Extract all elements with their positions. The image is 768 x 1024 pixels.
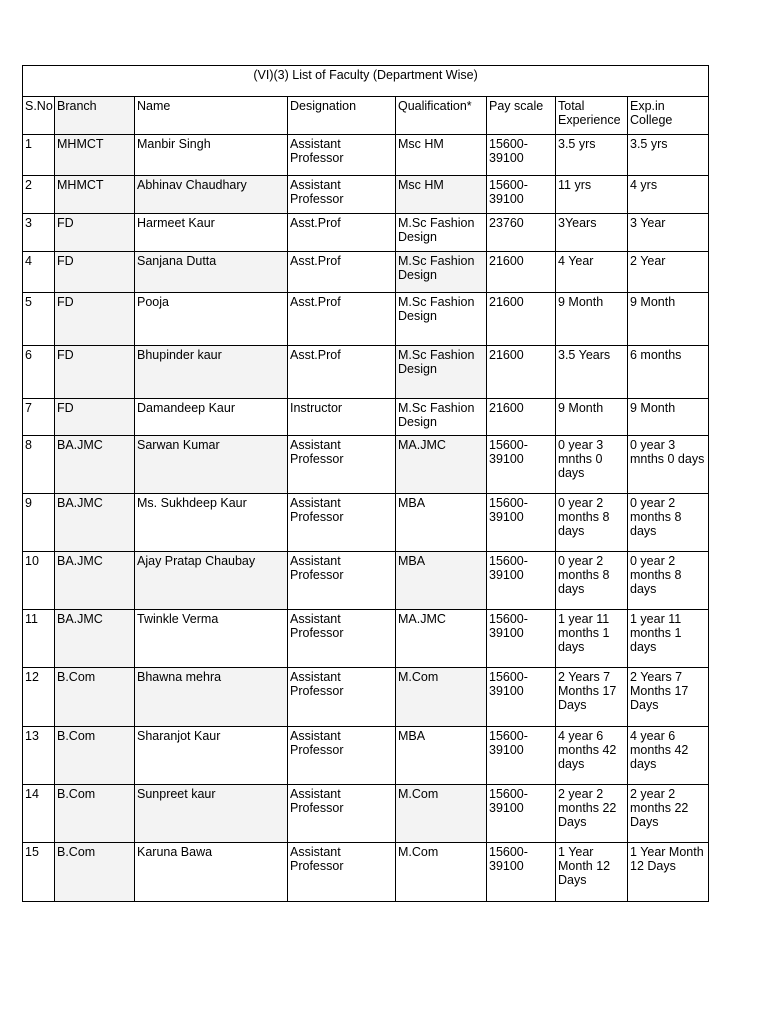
cell-name: Sunpreet kaur xyxy=(135,785,288,843)
cell-qualification: M.Sc Fashion Design xyxy=(396,214,487,252)
cell-branch: B.Com xyxy=(55,843,135,902)
cell-exp-in-college: 0 year 3 mnths 0 days xyxy=(628,436,709,494)
cell-name: Sarwan Kumar xyxy=(135,436,288,494)
cell-pay-scale: 15600-39100 xyxy=(487,135,556,176)
cell-branch: FD xyxy=(55,399,135,436)
cell-exp-in-college: 9 Month xyxy=(628,399,709,436)
cell-qualification: M.Sc Fashion Design xyxy=(396,293,487,346)
table-row xyxy=(23,610,709,668)
cell-branch: MHMCT xyxy=(55,176,135,214)
cell-branch: FD xyxy=(55,346,135,399)
cell-sno: 7 xyxy=(23,399,55,436)
cell-total-experience: 3Years xyxy=(556,214,628,252)
cell-exp-in-college: 4 year 6 months 42 days xyxy=(628,727,709,785)
cell-designation: Asst.Prof xyxy=(288,214,396,252)
faculty-table xyxy=(22,65,709,902)
cell-designation: Assistant Professor xyxy=(288,135,396,176)
header-sno: S.No xyxy=(23,97,55,135)
cell-name: Twinkle Verma xyxy=(135,610,288,668)
cell-sno: 3 xyxy=(23,214,55,252)
cell-designation: Assistant Professor xyxy=(288,552,396,610)
cell-sno: 12 xyxy=(23,668,55,727)
table-row xyxy=(23,727,709,785)
table-title: (VI)(3) List of Faculty (Department Wise) xyxy=(23,66,709,97)
header-name: Name xyxy=(135,97,288,135)
cell-sno: 1 xyxy=(23,135,55,176)
table-row xyxy=(23,494,709,552)
cell-qualification: M.Sc Fashion Design xyxy=(396,252,487,293)
cell-sno: 14 xyxy=(23,785,55,843)
cell-sno: 2 xyxy=(23,176,55,214)
table-row xyxy=(23,785,709,843)
cell-qualification: MBA xyxy=(396,494,487,552)
table-row xyxy=(23,668,709,727)
cell-sno: 4 xyxy=(23,252,55,293)
cell-exp-in-college: 0 year 2 months 8 days xyxy=(628,494,709,552)
cell-pay-scale: 21600 xyxy=(487,346,556,399)
cell-designation: Assistant Professor xyxy=(288,843,396,902)
cell-total-experience: 1 Year Month 12 Days xyxy=(556,843,628,902)
cell-qualification: Msc HM xyxy=(396,176,487,214)
cell-branch: BA.JMC xyxy=(55,494,135,552)
cell-designation: Instructor xyxy=(288,399,396,436)
cell-qualification: MA.JMC xyxy=(396,610,487,668)
cell-pay-scale: 21600 xyxy=(487,252,556,293)
cell-pay-scale: 21600 xyxy=(487,293,556,346)
cell-qualification: MA.JMC xyxy=(396,436,487,494)
table-row xyxy=(23,552,709,610)
cell-name: Sanjana Dutta xyxy=(135,252,288,293)
cell-designation: Assistant Professor xyxy=(288,494,396,552)
cell-exp-in-college: 1 Year Month 12 Days xyxy=(628,843,709,902)
cell-sno: 8 xyxy=(23,436,55,494)
cell-qualification: MBA xyxy=(396,552,487,610)
cell-pay-scale: 21600 xyxy=(487,399,556,436)
cell-exp-in-college: 2 year 2 months 22 Days xyxy=(628,785,709,843)
cell-exp-in-college: 4 yrs xyxy=(628,176,709,214)
cell-sno: 6 xyxy=(23,346,55,399)
cell-name: Ms. Sukhdeep Kaur xyxy=(135,494,288,552)
header-branch: Branch xyxy=(55,97,135,135)
cell-branch: FD xyxy=(55,252,135,293)
cell-total-experience: 3.5 yrs xyxy=(556,135,628,176)
cell-exp-in-college: 2 Years 7 Months 17 Days xyxy=(628,668,709,727)
table-row xyxy=(23,436,709,494)
cell-pay-scale: 15600-39100 xyxy=(487,785,556,843)
cell-name: Harmeet Kaur xyxy=(135,214,288,252)
cell-sno: 9 xyxy=(23,494,55,552)
cell-pay-scale: 23760 xyxy=(487,214,556,252)
cell-exp-in-college: 1 year 11 months 1 days xyxy=(628,610,709,668)
cell-exp-in-college: 3.5 yrs xyxy=(628,135,709,176)
cell-name: Abhinav Chaudhary xyxy=(135,176,288,214)
cell-total-experience: 4 Year xyxy=(556,252,628,293)
table-row xyxy=(23,135,709,176)
header-total-experience: Total Experience xyxy=(556,97,628,135)
cell-exp-in-college: 3 Year xyxy=(628,214,709,252)
cell-designation: Assistant Professor xyxy=(288,176,396,214)
cell-designation: Assistant Professor xyxy=(288,785,396,843)
cell-exp-in-college: 6 months xyxy=(628,346,709,399)
table-row xyxy=(23,214,709,252)
cell-total-experience: 0 year 2 months 8 days xyxy=(556,552,628,610)
cell-sno: 15 xyxy=(23,843,55,902)
cell-total-experience: 4 year 6 months 42 days xyxy=(556,727,628,785)
cell-pay-scale: 15600-39100 xyxy=(487,610,556,668)
cell-qualification: M.Sc Fashion Design xyxy=(396,399,487,436)
cell-pay-scale: 15600-39100 xyxy=(487,843,556,902)
cell-qualification: M.Sc Fashion Design xyxy=(396,346,487,399)
cell-qualification: M.Com xyxy=(396,668,487,727)
cell-designation: Assistant Professor xyxy=(288,668,396,727)
table-row xyxy=(23,176,709,214)
cell-pay-scale: 15600-39100 xyxy=(487,727,556,785)
cell-sno: 11 xyxy=(23,610,55,668)
cell-pay-scale: 15600-39100 xyxy=(487,668,556,727)
table-row xyxy=(23,346,709,399)
cell-qualification: MBA xyxy=(396,727,487,785)
cell-sno: 5 xyxy=(23,293,55,346)
cell-qualification: M.Com xyxy=(396,785,487,843)
cell-total-experience: 0 year 3 mnths 0 days xyxy=(556,436,628,494)
cell-branch: MHMCT xyxy=(55,135,135,176)
cell-total-experience: 0 year 2 months 8 days xyxy=(556,494,628,552)
cell-branch: FD xyxy=(55,293,135,346)
cell-pay-scale: 15600-39100 xyxy=(487,494,556,552)
cell-designation: Asst.Prof xyxy=(288,346,396,399)
cell-name: Pooja xyxy=(135,293,288,346)
cell-total-experience: 11 yrs xyxy=(556,176,628,214)
cell-name: Manbir Singh xyxy=(135,135,288,176)
cell-branch: B.Com xyxy=(55,785,135,843)
cell-pay-scale: 15600-39100 xyxy=(487,176,556,214)
cell-exp-in-college: 0 year 2 months 8 days xyxy=(628,552,709,610)
cell-branch: FD xyxy=(55,214,135,252)
cell-total-experience: 1 year 11 months 1 days xyxy=(556,610,628,668)
table-row xyxy=(23,293,709,346)
cell-total-experience: 9 Month xyxy=(556,293,628,346)
cell-name: Damandeep Kaur xyxy=(135,399,288,436)
cell-designation: Assistant Professor xyxy=(288,436,396,494)
cell-designation: Asst.Prof xyxy=(288,252,396,293)
cell-qualification: Msc HM xyxy=(396,135,487,176)
cell-designation: Asst.Prof xyxy=(288,293,396,346)
header-pay-scale: Pay scale xyxy=(487,97,556,135)
cell-designation: Assistant Professor xyxy=(288,610,396,668)
cell-total-experience: 2 Years 7 Months 17 Days xyxy=(556,668,628,727)
cell-total-experience: 2 year 2 months 22 Days xyxy=(556,785,628,843)
cell-branch: B.Com xyxy=(55,668,135,727)
cell-branch: BA.JMC xyxy=(55,552,135,610)
cell-name: Karuna Bawa xyxy=(135,843,288,902)
header-designation: Designation xyxy=(288,97,396,135)
header-exp-in-college: Exp.in College xyxy=(628,97,709,135)
cell-total-experience: 3.5 Years xyxy=(556,346,628,399)
cell-name: Ajay Pratap Chaubay xyxy=(135,552,288,610)
cell-pay-scale: 15600-39100 xyxy=(487,552,556,610)
cell-sno: 10 xyxy=(23,552,55,610)
header-qualification: Qualification* xyxy=(396,97,487,135)
cell-total-experience: 9 Month xyxy=(556,399,628,436)
table-row xyxy=(23,399,709,436)
header-row xyxy=(23,97,709,135)
cell-name: Bhupinder kaur xyxy=(135,346,288,399)
table-row xyxy=(23,252,709,293)
cell-exp-in-college: 9 Month xyxy=(628,293,709,346)
cell-branch: B.Com xyxy=(55,727,135,785)
cell-branch: BA.JMC xyxy=(55,610,135,668)
cell-branch: BA.JMC xyxy=(55,436,135,494)
cell-pay-scale: 15600-39100 xyxy=(487,436,556,494)
cell-name: Sharanjot Kaur xyxy=(135,727,288,785)
cell-designation: Assistant Professor xyxy=(288,727,396,785)
cell-qualification: M.Com xyxy=(396,843,487,902)
table-row xyxy=(23,843,709,902)
cell-name: Bhawna mehra xyxy=(135,668,288,727)
cell-sno: 13 xyxy=(23,727,55,785)
cell-exp-in-college: 2 Year xyxy=(628,252,709,293)
